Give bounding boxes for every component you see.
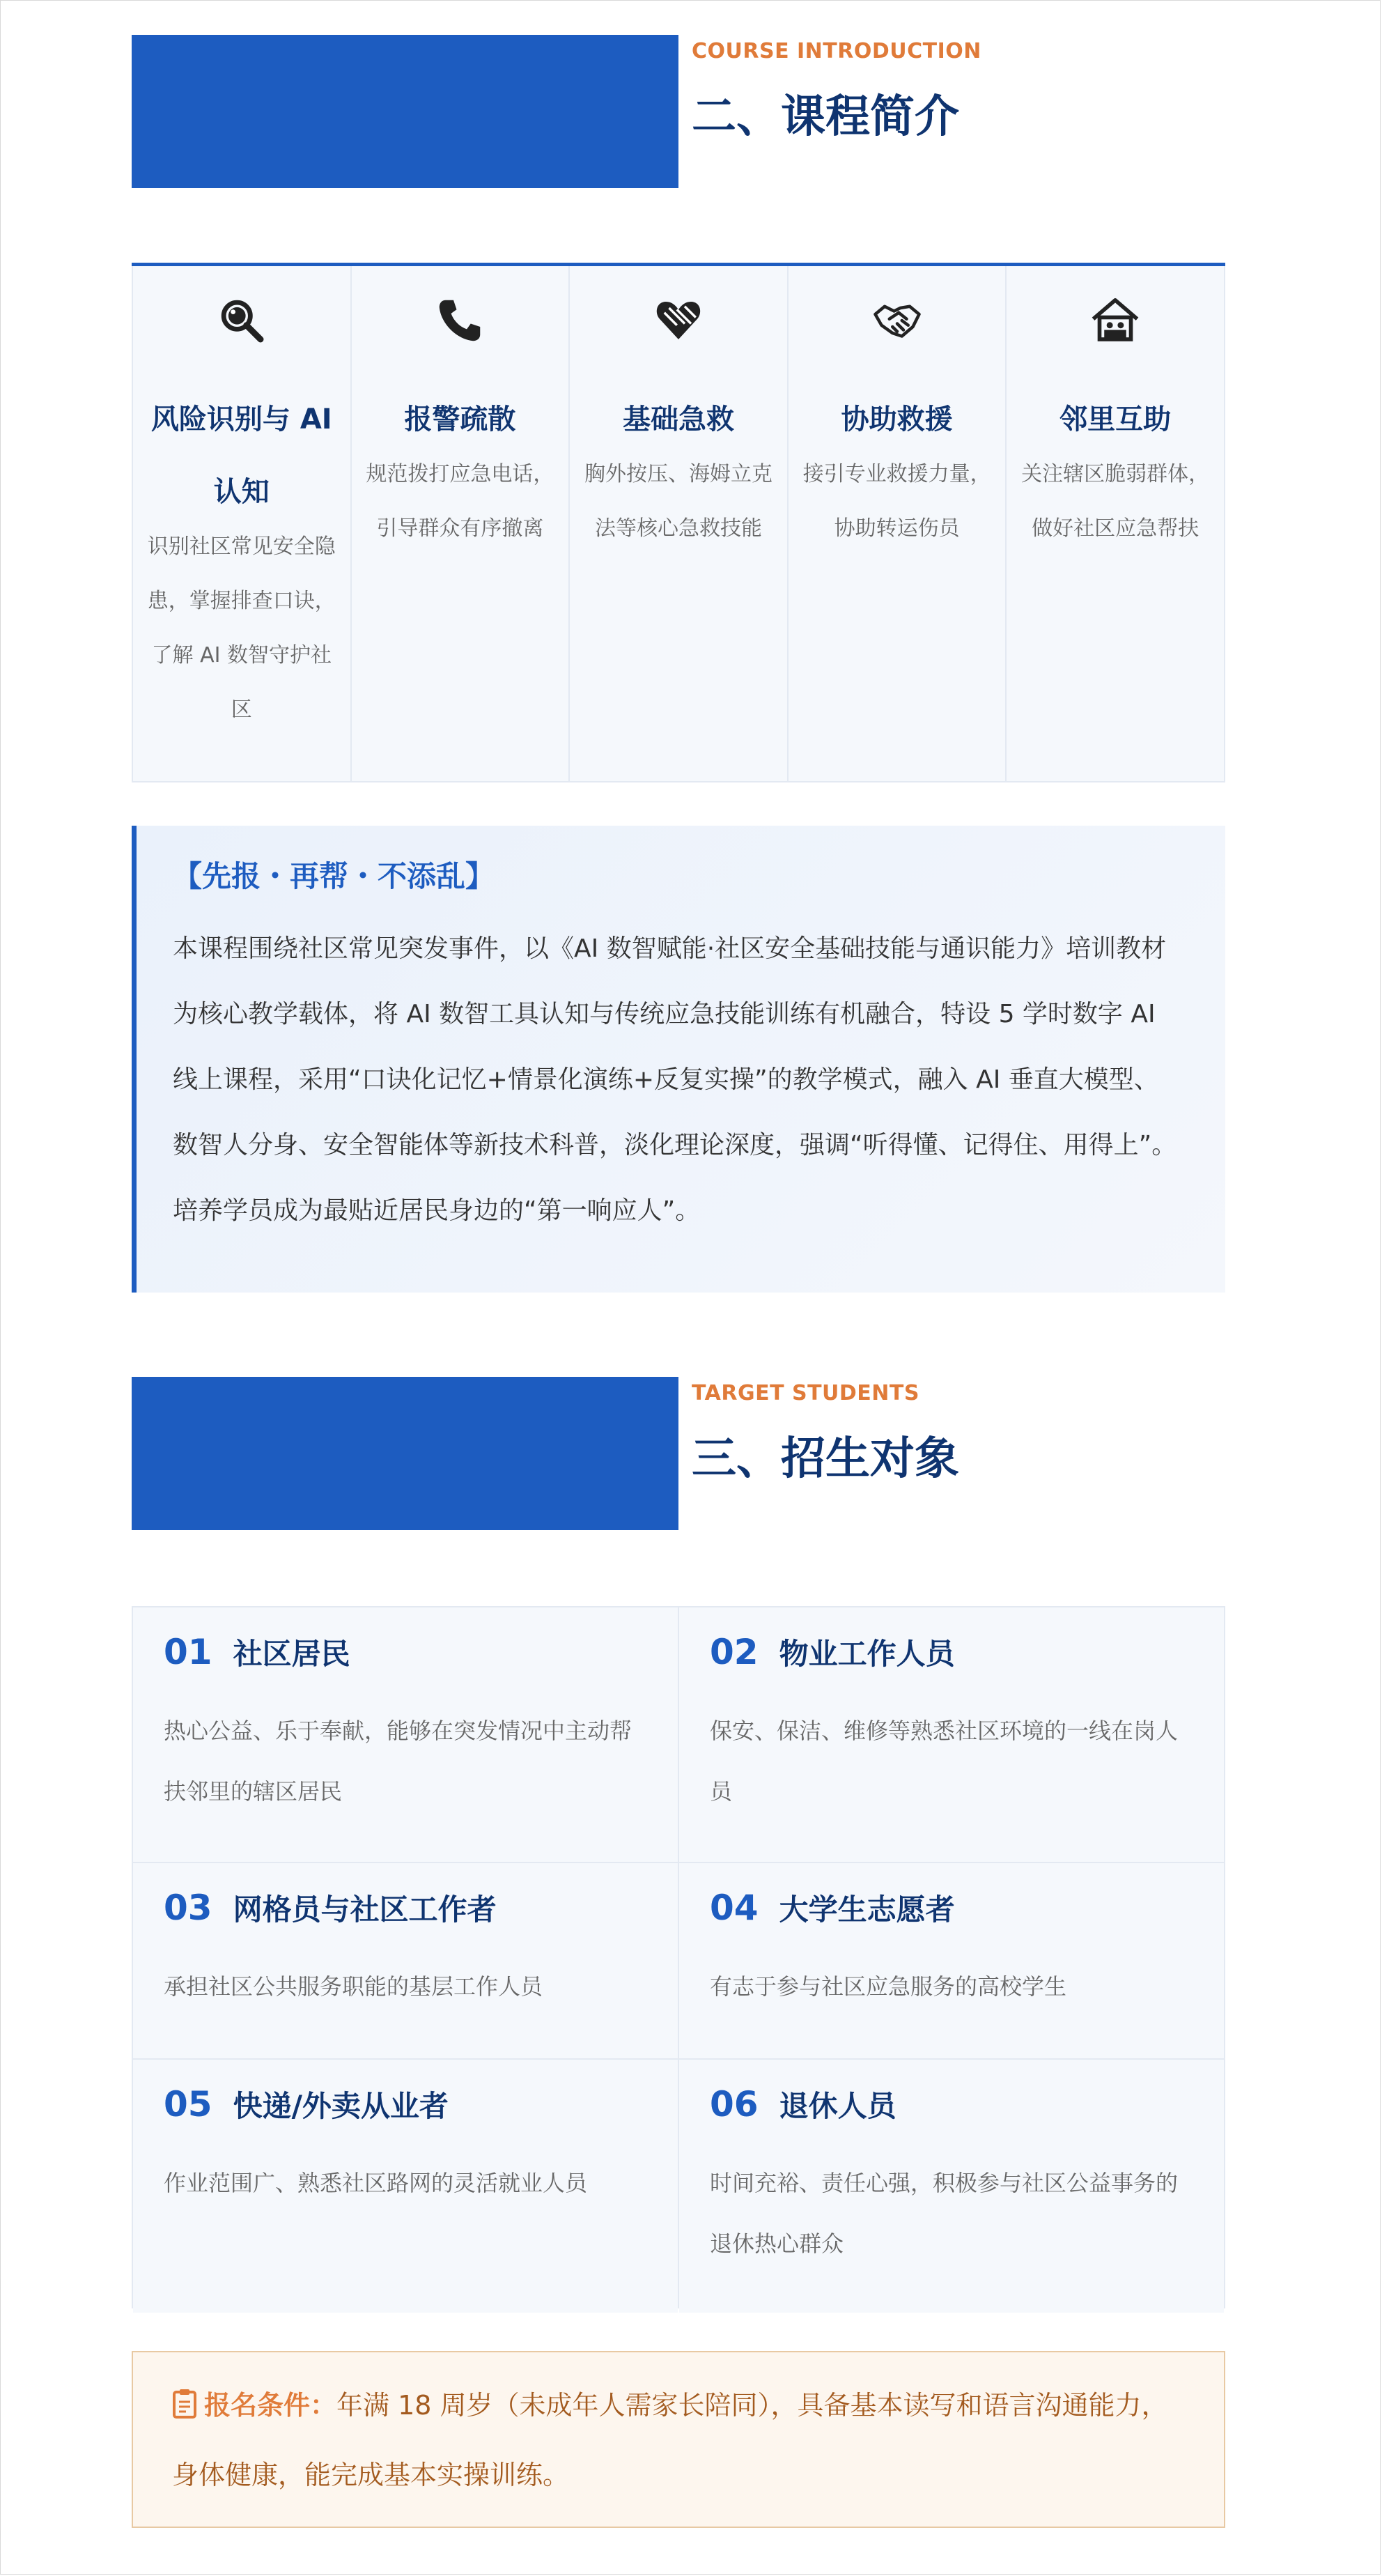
target-number: 06 [710,2084,759,2124]
feature-cards [132,263,1225,782]
feature-title: 风险识别与 AI 认知 [150,403,332,508]
feature-desc: 识别社区常见安全隐患，掌握排查口诀，了解 AI 数智守护社区 [147,534,336,722]
target-title: 物业工作人员 [779,1637,955,1671]
target-desc: 作业范围广、熟悉社区路网的灵活就业人员 [164,2170,588,2196]
requirement-label: 报名条件： [204,2390,337,2421]
target-item [679,1607,1224,1862]
section-subtitle-en: TARGET STUDENTS [692,1381,919,1405]
requirement-text: 年满 18 周岁（未成年人需家长陪同），具备基本读写和语言沟通能力，身体健康，能完成基本实操训练。 [172,2390,1168,2490]
target-desc: 热心公益、乐于奉献，能够在突发情况中主动帮扶邻里的辖区居民 [164,1718,632,1805]
target-number: 02 [710,1632,759,1672]
target-item [679,2060,1224,2313]
magnifier-icon [217,295,267,346]
target-item [679,1863,1224,2058]
section-title: 三、招生对象 [692,1433,959,1485]
feature-title: 报警疏散 [404,403,516,435]
target-number: 03 [164,1888,212,1928]
feature-title: 协助救援 [841,403,953,435]
target-item [133,2060,678,2313]
feature-title: 邻里互助 [1059,403,1172,435]
target-number: 04 [710,1888,759,1928]
enrollment-requirement [132,2351,1225,2528]
feature-card [789,266,1007,782]
target-title: 退休人员 [779,2089,896,2123]
target-title: 大学生志愿者 [779,1892,955,1927]
course-intro-header [132,35,1225,188]
target-number: 01 [164,1632,212,1672]
callout-text: 本课程围绕社区常见突发事件，以《AI 数智赋能·社区安全基础技能与通识能力》培训教材为核心教学载体，将 AI 数智工具认知与传统应急技能训练有机融合，特设 5 学时数字 AI 线上课程，采用“口诀化记忆+情景化演练+反复实操”的教学模式，融入 AI 垂直大模型、数智人分身、安全智能体等新技术科普，淡化理论深度，强调“听得懂、记得住、用得上”。培养学员成为最贴近居民身边的“第一响应人”。 [173,934,1177,1225]
target-students-header [132,1377,1225,1530]
clipboard-icon [172,2388,197,2419]
header-color-block [132,1377,678,1530]
target-title: 快递/外卖从业者 [233,2089,449,2123]
heart-icon [653,295,704,346]
feature-card [352,266,570,782]
target-desc: 保安、保洁、维修等熟悉社区环境的一线在岗人员 [710,1718,1179,1805]
target-item [133,1607,678,1862]
feature-desc: 胸外按压、海姆立克法等核心急救技能 [584,462,772,541]
feature-card [570,266,789,782]
feature-desc: 接引专业救援力量，协助转运伤员 [802,462,991,541]
section-title: 二、课程简介 [692,91,959,143]
target-desc: 有志于参与社区应急服务的高校学生 [710,1973,1067,2000]
callout-title: 【先报・再帮・不添乱】 [173,859,495,893]
target-item [133,1863,678,2058]
target-desc: 承担社区公共服务职能的基层工作人员 [164,1973,543,2000]
section-subtitle-en: COURSE INTRODUCTION [692,39,981,63]
feature-desc: 规范拨打应急电话，引导群众有序撤离 [366,462,554,541]
feature-card [1007,266,1225,782]
phone-icon [435,295,485,346]
feature-card [132,266,352,782]
feature-desc: 关注辖区脆弱群体，做好社区应急帮扶 [1021,462,1210,541]
target-desc: 时间充裕、责任心强，积极参与社区公益事务的退休热心群众 [710,2170,1179,2257]
handshake-icon [872,295,922,346]
target-students-grid [132,1606,1225,2308]
target-title: 网格员与社区工作者 [233,1892,497,1927]
feature-title: 基础急救 [622,403,734,435]
course-callout [132,826,1225,1293]
header-color-block [132,35,678,188]
target-number: 05 [164,2084,212,2124]
house-icon [1090,295,1140,346]
target-title: 社区居民 [233,1637,350,1671]
